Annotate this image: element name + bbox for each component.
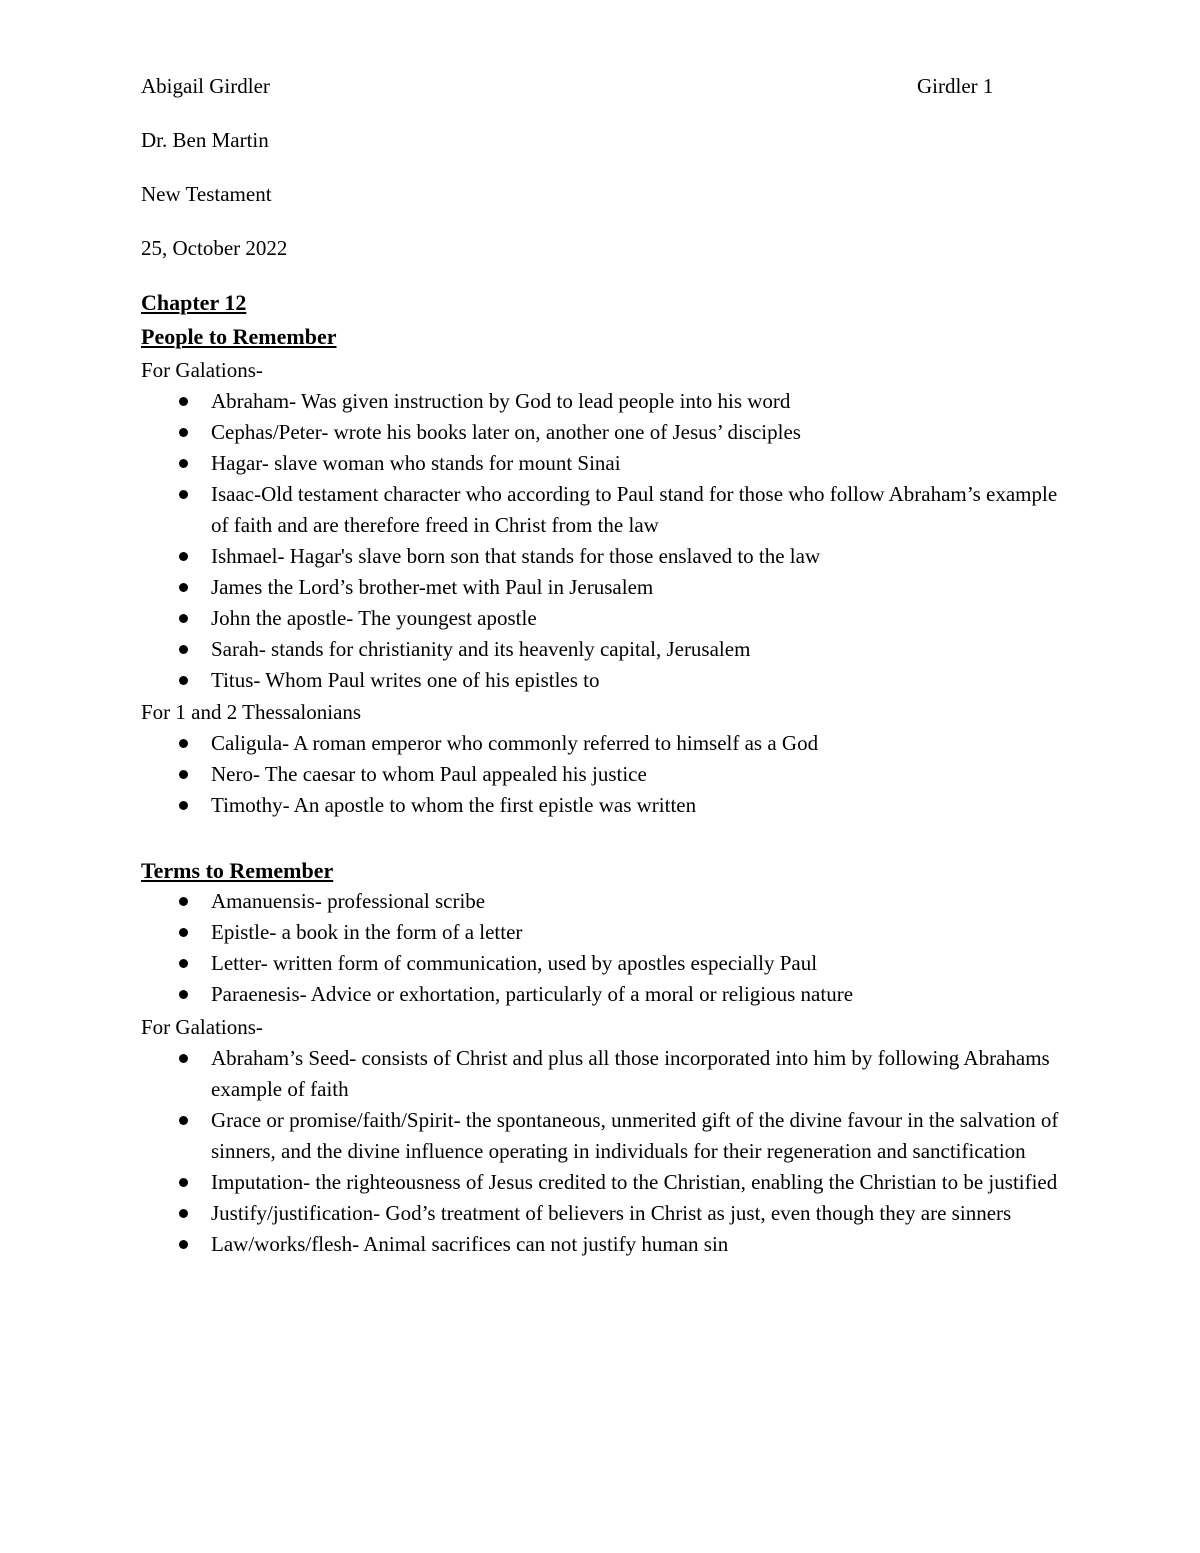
bullet-icon xyxy=(179,1116,188,1125)
bullet-icon xyxy=(179,1178,188,1187)
bullet-icon xyxy=(179,614,188,623)
people-heading: People to Remember xyxy=(141,324,337,349)
list-item-text: John the apostle- The youngest apostle xyxy=(211,606,537,630)
list-item xyxy=(141,665,1061,696)
list-item-text: Sarah- stands for christianity and its heavenly capital, Jerusalem xyxy=(211,637,751,661)
terms-galatians-label: For Galations- xyxy=(141,1015,263,1039)
list-item-text: Caligula- A roman emperor who commonly referred to himself as a God xyxy=(211,731,819,755)
page-number-label: Girdler 1 xyxy=(917,74,994,98)
people-thessalonians-list xyxy=(141,728,1061,821)
list-item-text: Abraham’s Seed- consists of Christ and plus all those incorporated into him by following Abrahams example of faith xyxy=(211,1046,1050,1101)
bullet-icon xyxy=(179,676,188,685)
list-item xyxy=(141,790,1061,821)
list-item-text: Isaac-Old testament character who according to Paul stand for those who follow Abraham’s example of faith and are therefore freed in Christ from the law xyxy=(211,482,1058,537)
list-item xyxy=(141,948,1061,979)
bullet-icon xyxy=(179,428,188,437)
date-line: 25, October 2022 xyxy=(141,236,288,260)
people-galatians-list xyxy=(141,386,1061,696)
list-item xyxy=(141,603,1061,634)
list-item-text: Paraenesis- Advice or exhortation, particularly of a moral or religious nature xyxy=(211,982,854,1006)
bullet-icon xyxy=(179,490,188,499)
bullet-icon xyxy=(179,397,188,406)
bullet-icon xyxy=(179,552,188,561)
terms-general-list xyxy=(141,886,1061,1010)
list-item xyxy=(141,541,1061,572)
list-item-text: Timothy- An apostle to whom the first epistle was written xyxy=(211,793,697,817)
list-item-text: Nero- The caesar to whom Paul appealed his justice xyxy=(211,762,647,786)
list-item-text: Law/works/flesh- Animal sacrifices can not justify human sin xyxy=(211,1232,729,1256)
bullet-icon xyxy=(179,739,188,748)
list-item xyxy=(141,572,1061,603)
list-item xyxy=(141,1167,1061,1198)
author-name: Abigail Girdler xyxy=(141,74,270,98)
bullet-icon xyxy=(179,928,188,937)
list-item xyxy=(141,1229,1061,1260)
list-item xyxy=(141,1198,1061,1229)
list-item-text: Letter- written form of communication, used by apostles especially Paul xyxy=(211,951,818,975)
bullet-icon xyxy=(179,990,188,999)
bullet-icon xyxy=(179,897,188,906)
list-item-text: Ishmael- Hagar's slave born son that stands for those enslaved to the law xyxy=(211,544,821,568)
list-item-text: Abraham- Was given instruction by God to lead people into his word xyxy=(211,389,791,413)
bullet-icon xyxy=(179,645,188,654)
list-item-text: Epistle- a book in the form of a letter xyxy=(211,920,523,944)
people-thessalonians-label: For 1 and 2 Thessalonians xyxy=(141,700,362,724)
list-item xyxy=(141,386,1061,417)
list-item xyxy=(141,634,1061,665)
bullet-icon xyxy=(179,1054,188,1063)
bullet-icon xyxy=(179,959,188,968)
bullet-icon xyxy=(179,459,188,468)
list-item xyxy=(141,728,1061,759)
instructor-name: Dr. Ben Martin xyxy=(141,128,269,152)
list-item-text: Amanuensis- professional scribe xyxy=(211,889,486,913)
list-item-text: Hagar- slave woman who stands for mount Sinai xyxy=(211,451,621,475)
bullet-icon xyxy=(179,1209,188,1218)
list-item xyxy=(141,1105,1061,1167)
list-item xyxy=(141,979,1061,1010)
terms-galatians-list xyxy=(141,1043,1061,1260)
list-item-text: Grace or promise/faith/Spirit- the spontaneous, unmerited gift of the divine favour in the salvation of sinners, and the divine influence operating in individuals for their regeneration and sanctification xyxy=(211,1108,1059,1163)
chapter-title: Chapter 12 xyxy=(141,290,247,315)
bullet-icon xyxy=(179,583,188,592)
list-item-text: Titus- Whom Paul writes one of his epistles to xyxy=(211,668,600,692)
list-item xyxy=(141,917,1061,948)
bullet-icon xyxy=(179,801,188,810)
people-galatians-label: For Galations- xyxy=(141,358,263,382)
list-item-text: Cephas/Peter- wrote his books later on, another one of Jesus’ disciples xyxy=(211,420,801,444)
list-item xyxy=(141,448,1061,479)
list-item xyxy=(141,417,1061,448)
list-item xyxy=(141,886,1061,917)
terms-heading: Terms to Remember xyxy=(141,858,334,883)
list-item xyxy=(141,479,1061,541)
list-item-text: Imputation- the righteousness of Jesus credited to the Christian, enabling the Christian to be justified xyxy=(211,1170,1058,1194)
list-item xyxy=(141,1043,1061,1105)
course-name: New Testament xyxy=(141,182,272,206)
list-item-text: James the Lord’s brother-met with Paul in Jerusalem xyxy=(211,575,654,599)
bullet-icon xyxy=(179,770,188,779)
bullet-icon xyxy=(179,1240,188,1249)
list-item-text: Justify/justification- God’s treatment of believers in Christ as just, even though they are sinners xyxy=(211,1201,1012,1225)
list-item xyxy=(141,759,1061,790)
